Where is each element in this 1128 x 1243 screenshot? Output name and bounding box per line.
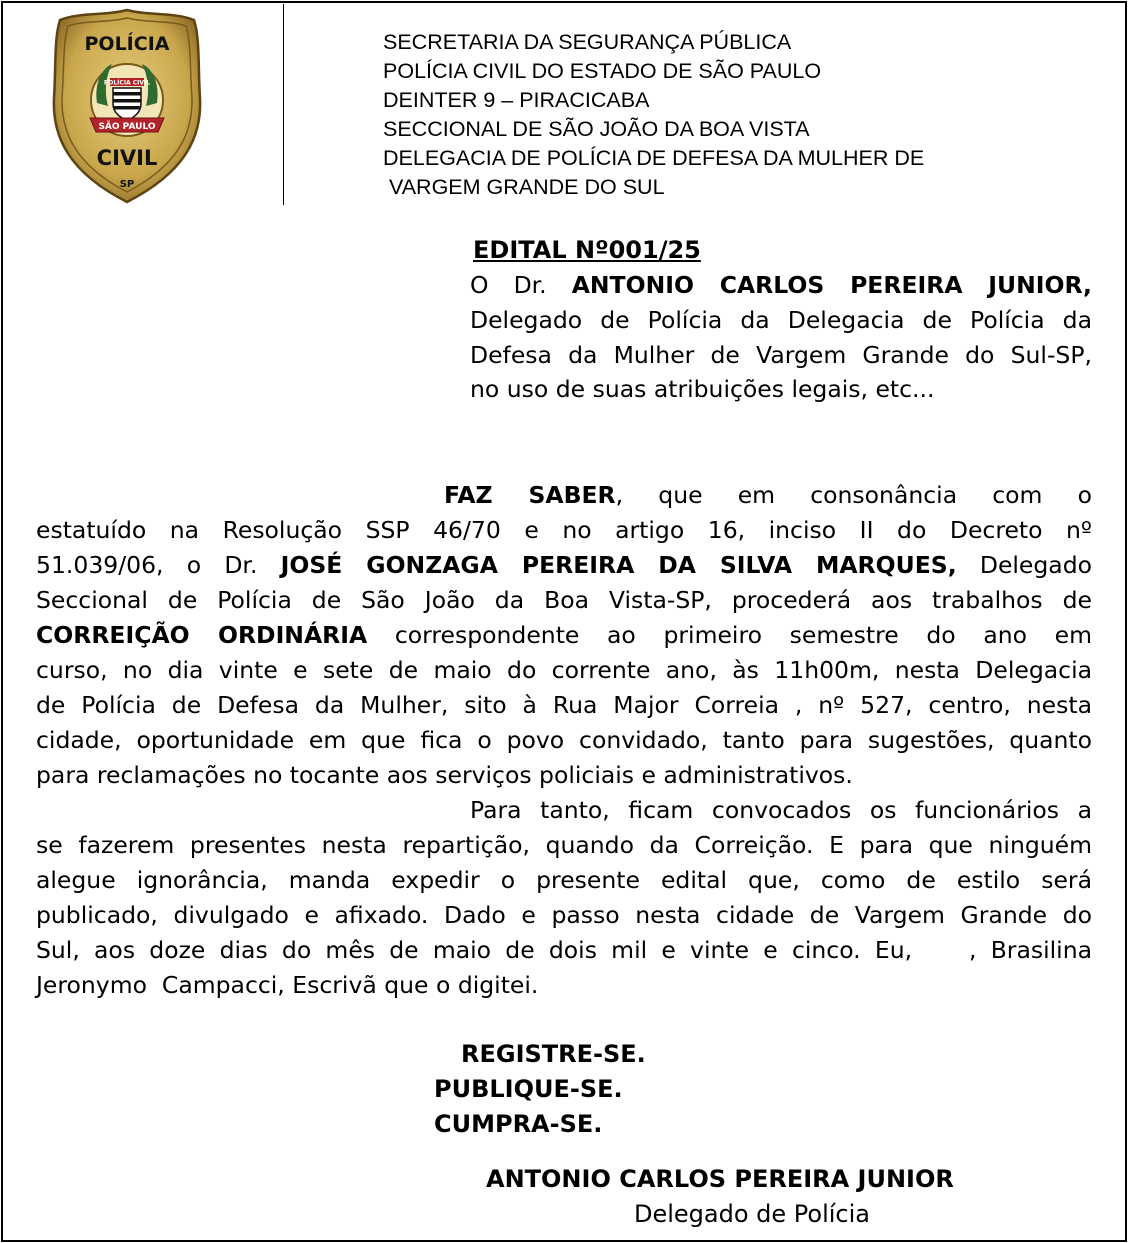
badge-top-text: POLÍCIA [84,33,170,55]
body-line [36,548,1092,583]
intro-line [470,268,1092,303]
faz-saber: FAZ SABER [444,481,616,509]
header-line: POLÍCIA CIVIL DO ESTADO DE SÃO PAULO [383,59,822,83]
intro-line: no uso de suas atribuições legais, etc... [470,375,935,404]
header-block [383,28,1083,202]
intro-line: Delegado de Polícia da Delegacia de Polícia da [470,305,1092,334]
body-text: correspondente ao primeiro semestre do ano em [367,621,1093,649]
badge-bottom-text: CIVIL [96,146,158,170]
signature-title: Delegado de Polícia [634,1200,871,1228]
body-line: publicado, divulgado e afixado. Dado e passo nesta cidade de Vargem Grande do [36,901,1092,929]
intro-prefix: O Dr. [470,271,572,299]
body-line: para reclamações no tocante aos serviços policiais e administrativos. [36,761,853,789]
body-line: estatuído na Resolução SSP 46/70 e no artigo 16, inciso II do Decreto nº [36,516,1092,544]
badge-ribbon-text: POLÍCIA CIVIL [103,79,151,87]
header-line: VARGEM GRANDE DO SUL [383,175,665,199]
header-line: SECCIONAL DE SÃO JOÃO DA BOA VISTA [383,117,810,141]
badge-lower-ribbon: SÃO PAULO [98,122,156,132]
body-line: Sul, aos doze dias do mês de maio de dois mil e vinte e cinco. Eu, , Brasilina [36,936,1092,964]
body-line [36,478,1092,513]
body-line: Seccional de Polícia de São João da Boa Vista-SP, procederá aos trabalhos de [36,586,1092,614]
header-line: DEINTER 9 – PIRACICABA [383,88,650,112]
publique-se: PUBLIQUE-SE. [434,1075,623,1103]
cumpra-se: CUMPRA-SE. [434,1110,603,1138]
body-line: cidade, oportunidade em que fica o povo convidado, tanto para sugestões, quanto [36,726,1092,754]
policia-civil-badge-icon [50,8,204,204]
header-line: SECRETARIA DA SEGURANÇA PÚBLICA [383,30,792,54]
header-line: DELEGACIA DE POLÍCIA DE DEFESA DA MULHER DE [383,146,925,170]
intro-name: ANTONIO CARLOS PEREIRA JUNIOR, [571,271,1092,299]
body-line [36,618,1092,653]
body-text: , que em consonância com o [615,481,1093,509]
registre-se: REGISTRE-SE. [461,1040,646,1068]
header-divider [283,4,284,205]
edital-title: EDITAL Nº001/25 [473,236,701,264]
body-line: Jeronymo Campacci, Escrivã que o digitei. [36,971,539,999]
edital-body [36,478,1092,1003]
body-text: Delegado [956,551,1093,579]
body-line: de Polícia de Defesa da Mulher, sito à Rua Major Correia , nº 527, centro, nesta [36,691,1092,719]
signature-name: ANTONIO CARLOS PEREIRA JUNIOR [486,1165,954,1193]
intro-line: Defesa da Mulher de Vargem Grande do Sul-SP, [470,340,1092,369]
badge-state-text: SP [119,179,135,190]
body-line: se fazerem presentes nesta repartição, quando da Correição. E para que ninguém [36,831,1092,859]
body-line: Para tanto, ficam convocados os funcionários a [470,796,1092,824]
edital-intro [470,268,1092,407]
body-line: alegue ignorância, manda expedir o presente edital que, como de estilo será [36,866,1092,894]
body-text: 51.039/06, o Dr. [36,551,281,579]
seccional-name: JOSÉ GONZAGA PEREIRA DA SILVA MARQUES, [280,551,957,579]
body-line: curso, no dia vinte e sete de maio do corrente ano, às 11h00m, nesta Delegacia [36,656,1092,684]
correicao-ordinaria: CORREIÇÃO ORDINÁRIA [36,621,368,649]
